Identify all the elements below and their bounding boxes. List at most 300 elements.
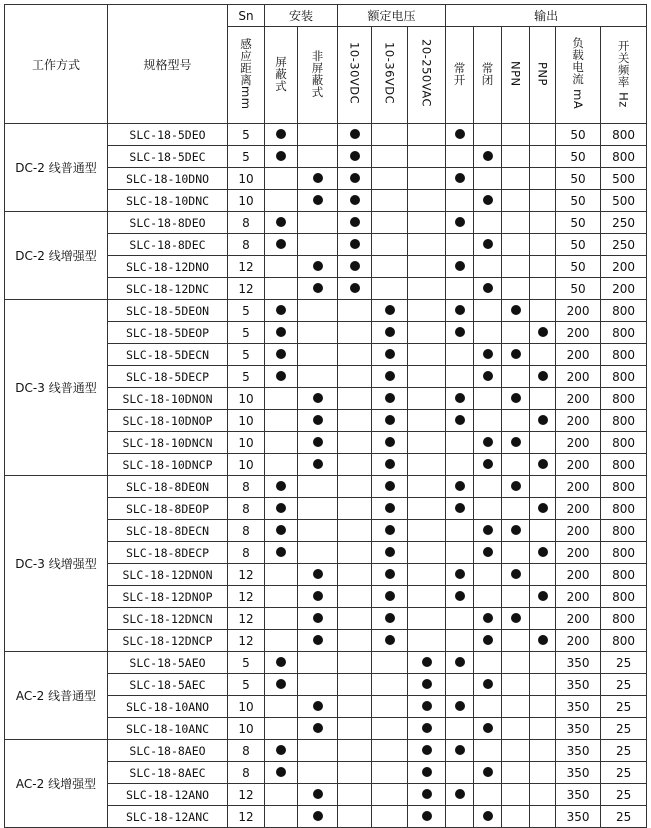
- dot-mark: [385, 437, 395, 447]
- mark-cell-shielded: [265, 674, 298, 696]
- mark-cell-nc: [474, 322, 502, 344]
- model-cell: SLC-18-12DNCP: [108, 630, 228, 652]
- mark-cell-v1: [338, 146, 372, 168]
- mark-cell-v2: [372, 498, 408, 520]
- mark-cell-unshielded: [298, 146, 338, 168]
- mark-cell-shielded: [265, 410, 298, 432]
- mark-cell-npn: [502, 806, 530, 828]
- mark-cell-no: [446, 674, 474, 696]
- mark-cell-no: [446, 124, 474, 146]
- model-cell: SLC-18-8DECP: [108, 542, 228, 564]
- mark-cell-pnp: [530, 630, 556, 652]
- dot-mark: [350, 173, 360, 183]
- mark-cell-v1: [338, 784, 372, 806]
- mark-cell-no: [446, 300, 474, 322]
- mark-cell-v1: [338, 322, 372, 344]
- mark-cell-v3: [408, 366, 446, 388]
- freq-cell: 800: [601, 454, 647, 476]
- mark-cell-shielded: [265, 652, 298, 674]
- dot-mark: [455, 569, 465, 579]
- mark-cell-nc: [474, 784, 502, 806]
- dot-mark: [350, 195, 360, 205]
- mark-cell-v1: [338, 806, 372, 828]
- sn-cell: 8: [228, 212, 265, 234]
- sn-cell: 5: [228, 300, 265, 322]
- dot-mark: [455, 327, 465, 337]
- sn-cell: 5: [228, 674, 265, 696]
- dot-mark: [455, 129, 465, 139]
- model-cell: SLC-18-12DNC: [108, 278, 228, 300]
- current-cell: 200: [556, 454, 601, 476]
- mark-cell-pnp: [530, 190, 556, 212]
- mark-cell-pnp: [530, 652, 556, 674]
- mark-cell-no: [446, 454, 474, 476]
- mark-cell-unshielded: [298, 388, 338, 410]
- mark-cell-shielded: [265, 300, 298, 322]
- mark-cell-v1: [338, 498, 372, 520]
- dot-mark: [313, 261, 323, 271]
- model-cell: SLC-18-8DEO: [108, 212, 228, 234]
- mark-cell-v3: [408, 608, 446, 630]
- mark-cell-shielded: [265, 278, 298, 300]
- mark-cell-unshielded: [298, 168, 338, 190]
- dot-mark: [276, 371, 286, 381]
- mark-cell-v1: [338, 388, 372, 410]
- dot-mark: [483, 283, 493, 293]
- mark-cell-npn: [502, 696, 530, 718]
- freq-cell: 800: [601, 322, 647, 344]
- mark-cell-v3: [408, 300, 446, 322]
- current-cell: 350: [556, 784, 601, 806]
- mark-cell-nc: [474, 806, 502, 828]
- dot-mark: [276, 657, 286, 667]
- freq-cell: 250: [601, 212, 647, 234]
- mark-cell-no: [446, 212, 474, 234]
- mark-cell-npn: [502, 278, 530, 300]
- mark-cell-v3: [408, 146, 446, 168]
- dot-mark: [385, 305, 395, 315]
- dot-mark: [483, 371, 493, 381]
- mark-cell-v3: [408, 212, 446, 234]
- mark-cell-pnp: [530, 542, 556, 564]
- dot-mark: [385, 613, 395, 623]
- header-no-text: 常开: [452, 61, 467, 86]
- mark-cell-v3: [408, 586, 446, 608]
- model-cell: SLC-18-10DNON: [108, 388, 228, 410]
- model-cell: SLC-18-12ANO: [108, 784, 228, 806]
- model-cell: SLC-18-12DNOP: [108, 586, 228, 608]
- mark-cell-v2: [372, 212, 408, 234]
- mode-cell: AC-2 线普通型: [5, 652, 108, 740]
- freq-cell: 800: [601, 344, 647, 366]
- mark-cell-v1: [338, 762, 372, 784]
- dot-mark: [455, 393, 465, 403]
- mark-cell-v1: [338, 410, 372, 432]
- spec-body: [5, 124, 647, 828]
- mark-cell-npn: [502, 630, 530, 652]
- sn-cell: 10: [228, 432, 265, 454]
- mark-cell-v3: [408, 564, 446, 586]
- mark-cell-shielded: [265, 762, 298, 784]
- freq-cell: 800: [601, 608, 647, 630]
- model-cell: SLC-18-12DNO: [108, 256, 228, 278]
- mark-cell-v2: [372, 366, 408, 388]
- mark-cell-unshielded: [298, 278, 338, 300]
- mark-cell-pnp: [530, 344, 556, 366]
- dot-mark: [313, 173, 323, 183]
- current-cell: 50: [556, 278, 601, 300]
- mark-cell-pnp: [530, 256, 556, 278]
- mark-cell-npn: [502, 542, 530, 564]
- mark-cell-shielded: [265, 630, 298, 652]
- freq-cell: 800: [601, 432, 647, 454]
- mark-cell-v3: [408, 762, 446, 784]
- current-cell: 350: [556, 740, 601, 762]
- sn-cell: 5: [228, 366, 265, 388]
- mark-cell-v1: [338, 564, 372, 586]
- model-cell: SLC-18-5AEO: [108, 652, 228, 674]
- mark-cell-v2: [372, 564, 408, 586]
- dot-mark: [538, 459, 548, 469]
- freq-cell: 800: [601, 124, 647, 146]
- mark-cell-nc: [474, 762, 502, 784]
- sn-cell: 12: [228, 806, 265, 828]
- mark-cell-v1: [338, 300, 372, 322]
- current-cell: 50: [556, 146, 601, 168]
- mark-cell-npn: [502, 388, 530, 410]
- header-v1: [338, 27, 372, 124]
- mark-cell-npn: [502, 124, 530, 146]
- mark-cell-pnp: [530, 300, 556, 322]
- mark-cell-npn: [502, 652, 530, 674]
- current-cell: 200: [556, 520, 601, 542]
- header-nc-text: 常闭: [480, 61, 495, 86]
- dot-mark: [483, 811, 493, 821]
- mark-cell-v1: [338, 212, 372, 234]
- mark-cell-pnp: [530, 432, 556, 454]
- mark-cell-no: [446, 586, 474, 608]
- current-cell: 50: [556, 190, 601, 212]
- mark-cell-v2: [372, 652, 408, 674]
- freq-cell: 25: [601, 674, 647, 696]
- dot-mark: [385, 591, 395, 601]
- dot-mark: [511, 393, 521, 403]
- mark-cell-v2: [372, 278, 408, 300]
- mark-cell-v3: [408, 520, 446, 542]
- mark-cell-nc: [474, 234, 502, 256]
- mark-cell-pnp: [530, 278, 556, 300]
- sn-cell: 5: [228, 146, 265, 168]
- dot-mark: [276, 349, 286, 359]
- mark-cell-no: [446, 366, 474, 388]
- mark-cell-shielded: [265, 256, 298, 278]
- mark-cell-v3: [408, 256, 446, 278]
- freq-cell: 800: [601, 542, 647, 564]
- mark-cell-v3: [408, 674, 446, 696]
- mark-cell-pnp: [530, 124, 556, 146]
- mark-cell-shielded: [265, 476, 298, 498]
- model-cell: SLC-18-8AEO: [108, 740, 228, 762]
- mark-cell-v3: [408, 124, 446, 146]
- freq-cell: 500: [601, 190, 647, 212]
- mark-cell-nc: [474, 454, 502, 476]
- dot-mark: [350, 261, 360, 271]
- dot-mark: [422, 723, 432, 733]
- mark-cell-npn: [502, 234, 530, 256]
- mark-cell-unshielded: [298, 784, 338, 806]
- mark-cell-unshielded: [298, 234, 338, 256]
- mark-cell-nc: [474, 476, 502, 498]
- mark-cell-no: [446, 322, 474, 344]
- dot-mark: [385, 635, 395, 645]
- mark-cell-v2: [372, 234, 408, 256]
- dot-mark: [511, 525, 521, 535]
- mark-cell-no: [446, 608, 474, 630]
- freq-cell: 800: [601, 586, 647, 608]
- mode-cell: DC-3 线普通型: [5, 300, 108, 476]
- dot-mark: [313, 415, 323, 425]
- mark-cell-shielded: [265, 454, 298, 476]
- mark-cell-shielded: [265, 234, 298, 256]
- mark-cell-npn: [502, 256, 530, 278]
- header-current-text: 负载电流 mA: [571, 37, 586, 110]
- sn-cell: 12: [228, 784, 265, 806]
- mark-cell-v2: [372, 806, 408, 828]
- model-cell: SLC-18-10DNCP: [108, 454, 228, 476]
- mark-cell-unshielded: [298, 608, 338, 630]
- dot-mark: [350, 239, 360, 249]
- header-distance-text: 感应距离mm: [239, 37, 253, 110]
- sn-cell: 10: [228, 168, 265, 190]
- mark-cell-pnp: [530, 476, 556, 498]
- sn-cell: 12: [228, 256, 265, 278]
- mark-cell-no: [446, 740, 474, 762]
- model-cell: SLC-18-12ANC: [108, 806, 228, 828]
- mark-cell-npn: [502, 432, 530, 454]
- model-cell: SLC-18-10ANC: [108, 718, 228, 740]
- dot-mark: [455, 217, 465, 227]
- current-cell: 50: [556, 234, 601, 256]
- dot-mark: [538, 547, 548, 557]
- mark-cell-pnp: [530, 322, 556, 344]
- header-model: 规格型号: [108, 5, 228, 124]
- freq-cell: 25: [601, 696, 647, 718]
- mark-cell-v1: [338, 366, 372, 388]
- freq-cell: 25: [601, 652, 647, 674]
- header-current: [556, 27, 601, 124]
- dot-mark: [511, 569, 521, 579]
- mark-cell-v3: [408, 476, 446, 498]
- mark-cell-pnp: [530, 454, 556, 476]
- current-cell: 350: [556, 806, 601, 828]
- mark-cell-unshielded: [298, 586, 338, 608]
- mark-cell-v1: [338, 234, 372, 256]
- current-cell: 200: [556, 410, 601, 432]
- freq-cell: 200: [601, 256, 647, 278]
- freq-cell: 800: [601, 630, 647, 652]
- mark-cell-shielded: [265, 344, 298, 366]
- dot-mark: [276, 305, 286, 315]
- sn-cell: 5: [228, 124, 265, 146]
- dot-mark: [313, 811, 323, 821]
- mark-cell-v2: [372, 608, 408, 630]
- header-v3-text: 20-250VAC: [419, 39, 434, 108]
- mark-cell-shielded: [265, 168, 298, 190]
- header-v3: [408, 27, 446, 124]
- freq-cell: 500: [601, 168, 647, 190]
- mark-cell-npn: [502, 586, 530, 608]
- current-cell: 350: [556, 652, 601, 674]
- mark-cell-shielded: [265, 146, 298, 168]
- dot-mark: [483, 635, 493, 645]
- mark-cell-v3: [408, 278, 446, 300]
- dot-mark: [350, 129, 360, 139]
- mark-cell-v2: [372, 762, 408, 784]
- mark-cell-no: [446, 146, 474, 168]
- freq-cell: 25: [601, 740, 647, 762]
- model-cell: SLC-18-12DNON: [108, 564, 228, 586]
- sn-cell: 10: [228, 718, 265, 740]
- sn-cell: 8: [228, 476, 265, 498]
- mark-cell-no: [446, 520, 474, 542]
- dot-mark: [313, 701, 323, 711]
- spec-table: [4, 4, 647, 828]
- dot-mark: [483, 459, 493, 469]
- mark-cell-shielded: [265, 366, 298, 388]
- dot-mark: [313, 635, 323, 645]
- header-shielded-text: 屏蔽式: [274, 55, 288, 92]
- mark-cell-pnp: [530, 146, 556, 168]
- mark-cell-pnp: [530, 410, 556, 432]
- freq-cell: 800: [601, 300, 647, 322]
- dot-mark: [511, 305, 521, 315]
- current-cell: 200: [556, 344, 601, 366]
- dot-mark: [313, 437, 323, 447]
- mark-cell-shielded: [265, 124, 298, 146]
- mark-cell-unshielded: [298, 630, 338, 652]
- header-unshielded-text: 非屏蔽式: [310, 49, 325, 98]
- header-row-top: [5, 5, 647, 27]
- dot-mark: [422, 657, 432, 667]
- mark-cell-shielded: [265, 520, 298, 542]
- mark-cell-v1: [338, 190, 372, 212]
- mark-cell-npn: [502, 564, 530, 586]
- mark-cell-no: [446, 718, 474, 740]
- mark-cell-nc: [474, 542, 502, 564]
- mark-cell-npn: [502, 674, 530, 696]
- header-sn: Sn: [228, 5, 265, 27]
- dot-mark: [313, 459, 323, 469]
- dot-mark: [511, 437, 521, 447]
- mark-cell-npn: [502, 212, 530, 234]
- mark-cell-v1: [338, 520, 372, 542]
- header-freq: [601, 27, 647, 124]
- mark-cell-npn: [502, 322, 530, 344]
- current-cell: 350: [556, 718, 601, 740]
- mark-cell-v1: [338, 630, 372, 652]
- mark-cell-nc: [474, 608, 502, 630]
- mark-cell-v2: [372, 190, 408, 212]
- mark-cell-pnp: [530, 564, 556, 586]
- dot-mark: [483, 723, 493, 733]
- mark-cell-v1: [338, 278, 372, 300]
- sn-cell: 8: [228, 234, 265, 256]
- mode-cell: DC-2 线增强型: [5, 212, 108, 300]
- mark-cell-nc: [474, 432, 502, 454]
- sn-cell: 8: [228, 520, 265, 542]
- dot-mark: [385, 547, 395, 557]
- mark-cell-shielded: [265, 784, 298, 806]
- dot-mark: [483, 437, 493, 447]
- mark-cell-no: [446, 344, 474, 366]
- dot-mark: [385, 525, 395, 535]
- mark-cell-pnp: [530, 608, 556, 630]
- mark-cell-unshielded: [298, 322, 338, 344]
- mark-cell-nc: [474, 740, 502, 762]
- mark-cell-pnp: [530, 212, 556, 234]
- mark-cell-unshielded: [298, 806, 338, 828]
- dot-mark: [350, 217, 360, 227]
- mark-cell-v2: [372, 476, 408, 498]
- mark-cell-v3: [408, 806, 446, 828]
- mark-cell-unshielded: [298, 124, 338, 146]
- mark-cell-v3: [408, 410, 446, 432]
- dot-mark: [385, 327, 395, 337]
- dot-mark: [455, 789, 465, 799]
- mark-cell-v3: [408, 696, 446, 718]
- mark-cell-npn: [502, 784, 530, 806]
- mark-cell-pnp: [530, 498, 556, 520]
- dot-mark: [313, 195, 323, 205]
- mark-cell-nc: [474, 300, 502, 322]
- header-install: 安装: [265, 5, 338, 27]
- mark-cell-unshielded: [298, 498, 338, 520]
- mark-cell-no: [446, 652, 474, 674]
- mark-cell-nc: [474, 696, 502, 718]
- mark-cell-shielded: [265, 498, 298, 520]
- mark-cell-nc: [474, 586, 502, 608]
- header-freq-text: 开关频率 Hz: [616, 39, 631, 108]
- dot-mark: [422, 701, 432, 711]
- mark-cell-nc: [474, 674, 502, 696]
- dot-mark: [483, 349, 493, 359]
- mark-cell-no: [446, 234, 474, 256]
- mark-cell-npn: [502, 168, 530, 190]
- mark-cell-npn: [502, 718, 530, 740]
- mark-cell-v3: [408, 740, 446, 762]
- mark-cell-unshielded: [298, 476, 338, 498]
- mark-cell-v1: [338, 740, 372, 762]
- dot-mark: [276, 129, 286, 139]
- mark-cell-v1: [338, 256, 372, 278]
- header-shielded: [265, 27, 298, 124]
- mark-cell-v1: [338, 476, 372, 498]
- mark-cell-no: [446, 762, 474, 784]
- header-pnp: [530, 27, 556, 124]
- model-cell: SLC-18-5DEO: [108, 124, 228, 146]
- mark-cell-v1: [338, 652, 372, 674]
- current-cell: 200: [556, 630, 601, 652]
- freq-cell: 800: [601, 410, 647, 432]
- mark-cell-v2: [372, 520, 408, 542]
- mark-cell-v1: [338, 454, 372, 476]
- mark-cell-v1: [338, 344, 372, 366]
- dot-mark: [385, 393, 395, 403]
- mark-cell-v3: [408, 784, 446, 806]
- dot-mark: [276, 481, 286, 491]
- sn-cell: 5: [228, 344, 265, 366]
- mark-cell-unshielded: [298, 366, 338, 388]
